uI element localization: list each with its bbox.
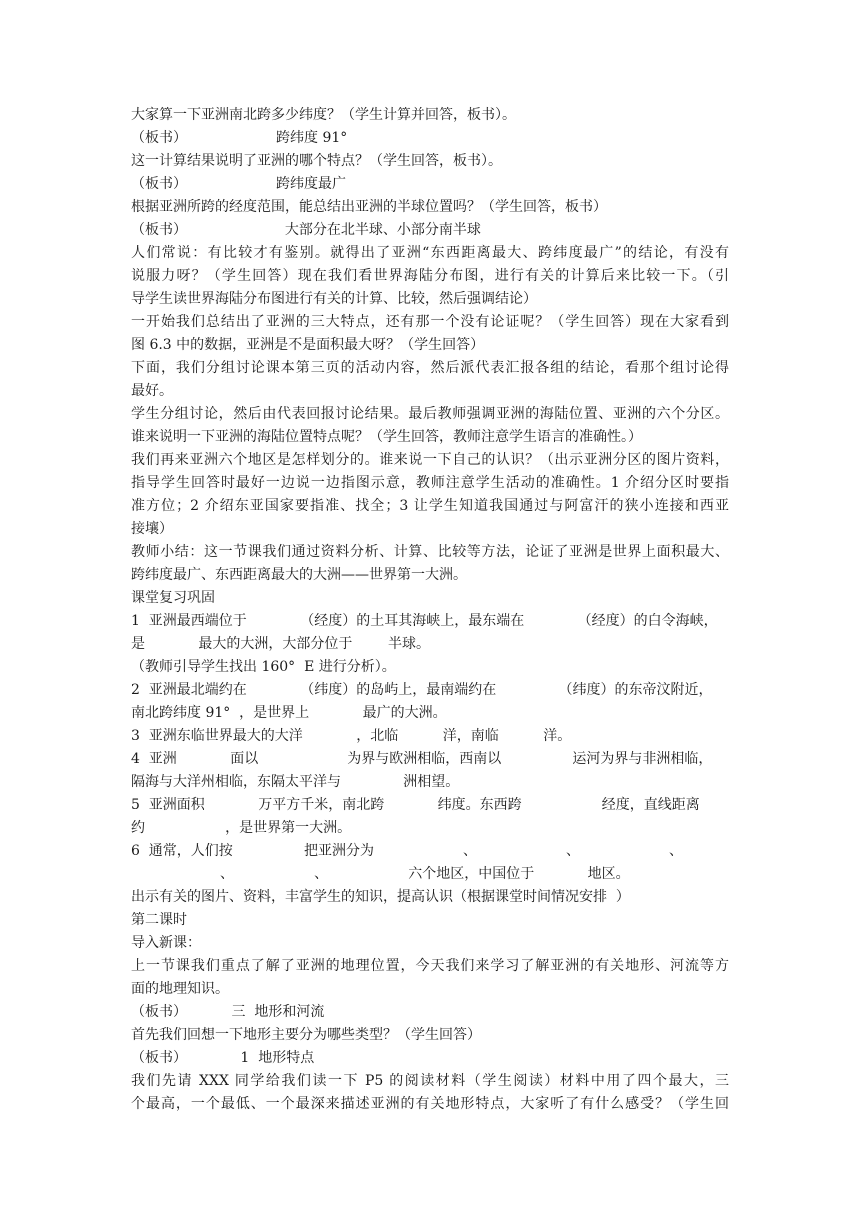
text-line: 一开始我们总结出了亚洲的三大特点，还有那一个没有论证呢？（学生回答）现在大家看到 <box>131 314 729 330</box>
exercise-line: 南北跨纬度 91° ，是世界上 最广的大洲。 <box>131 705 447 721</box>
text-line: 根据亚洲所跨的经度范围，能总结出亚洲的半球位置吗？（学生回答，板书） <box>131 199 607 215</box>
text-line: 指导学生回答时最好一边说一边指图示意，教师注意学生活动的准确性。1 介绍分区时要指 <box>131 475 729 491</box>
text-line: 说服力呀？（学生回答）现在我们看世界海陆分布图，进行有关的计算后来比较一下。（引 <box>131 268 729 284</box>
text-line: 我们先请 XXX 同学给我们读一下 P5 的阅读材料（学生阅读）材料中用了四个最大，三 <box>131 1073 729 1089</box>
text-line: 最好。 <box>131 383 173 399</box>
text-line: 导学生读世界海陆分布图进行有关的计算、比较，然后强调结论） <box>131 291 537 307</box>
exercise-line: 3 亚洲东临世界最大的大洋 ，北临 洋，南临 洋。 <box>131 728 572 744</box>
exercise-line: 1 亚洲最西端位于 （经度）的土耳其海峡上，最东端在 （经度）的白令海峡， <box>131 613 718 629</box>
text-line: 跨纬度最广、东西距离最大的大洲——世界第一大洲。 <box>131 567 467 583</box>
section-heading: 第二课时 <box>131 912 187 928</box>
exercise-line: 4 亚洲 面以 为界与欧洲相临，西南以 运河为界与非洲相临， <box>131 751 713 767</box>
text-line: 出示有关的图片、资料，丰富学生的知识，提高认识（根据课堂时间情况安排 ） <box>131 889 630 905</box>
exercise-line: （教师引导学生找出 160° E 进行分析）。 <box>131 659 396 675</box>
board-note-line: （板书） 跨纬度 91° <box>131 130 348 146</box>
text-line: 大家算一下亚洲南北跨多少纬度？（学生计算并回答，板书）。 <box>131 107 516 123</box>
board-note-line: （板书） 1 地形特点 <box>131 1050 315 1066</box>
text-line: 准方位；2 介绍东亚国家要指准、找全；3 让学生知道我国通过与阿富汗的狭小连接和西亚 <box>131 498 729 514</box>
board-note-line: （板书） 大部分在北半球、小部分南半球 <box>131 222 481 238</box>
text-line: 谁来说明一下亚洲的海陆位置特点呢？（学生回答，教师注意学生语言的准确性。） <box>131 429 642 445</box>
text-line: 这一计算结果说明了亚洲的哪个特点？（学生回答，板书）。 <box>131 153 502 169</box>
text-line: 接壤） <box>131 521 173 537</box>
text-line: 人们常说：有比较才有鉴别。就得出了亚洲“东西距离最大、跨纬度最广”的结论，有没有 <box>131 245 729 261</box>
exercise-line: 是 最大的大洲，大部分位于 半球。 <box>131 636 431 652</box>
text-line: 我们再来亚洲六个地区是怎样划分的。谁来说一下自己的认识？（出示亚洲分区的图片资料， <box>131 452 729 468</box>
text-line: 首先我们回想一下地形主要分为哪些类型？（学生回答） <box>131 1027 481 1043</box>
text-line: 下面，我们分组讨论课本第三页的活动内容，然后派代表汇报各组的结论，看那个组讨论得 <box>131 360 729 376</box>
exercise-line: 5 亚洲面积 万平方千米，南北跨 纬度。东西跨 经度，直线距离 <box>131 797 700 813</box>
section-heading: 导入新课： <box>131 935 201 951</box>
exercise-line: 、 、 六个地区，中国位于 地区。 <box>131 866 630 882</box>
text-line: 面的地理知识。 <box>131 981 229 997</box>
exercise-line: 约 ，是世界第一大洲。 <box>131 820 352 836</box>
board-note-line: （板书） 三 地形和河流 <box>131 1004 325 1020</box>
text-line: 教师小结：这一节课我们通过资料分析、计算、比较等方法，论证了亚洲是世界上面积最大、 <box>131 544 729 560</box>
text-line: 学生分组讨论，然后由代表回报讨论结果。最后教师强调亚洲的海陆位置、亚洲的六个分区。 <box>131 406 729 422</box>
text-line: 上一节课我们重点了解了亚洲的地理位置，今天我们来学习了解亚洲的有关地形、河流等方 <box>131 958 729 974</box>
text-line: 个最高，一个最低、一个最深来描述亚洲的有关地形特点，大家听了有什么感受？（学生回 <box>131 1096 729 1112</box>
board-note-line: （板书） 跨纬度最广 <box>131 176 347 192</box>
exercise-line: 隔海与大洋州相临，东隔太平洋与 洲相望。 <box>131 774 460 790</box>
text-line: 图 6.3 中的数据，亚洲是不是面积最大呀？（学生回答） <box>131 337 485 353</box>
section-heading: 课堂复习巩固 <box>131 590 215 606</box>
exercise-line: 6 通常，人们按 把亚洲分为 、 、 、 <box>131 843 684 859</box>
exercise-line: 2 亚洲最北端约在 （纬度）的岛屿上，最南端约在 （纬度）的东帝汶附近， <box>131 682 713 698</box>
